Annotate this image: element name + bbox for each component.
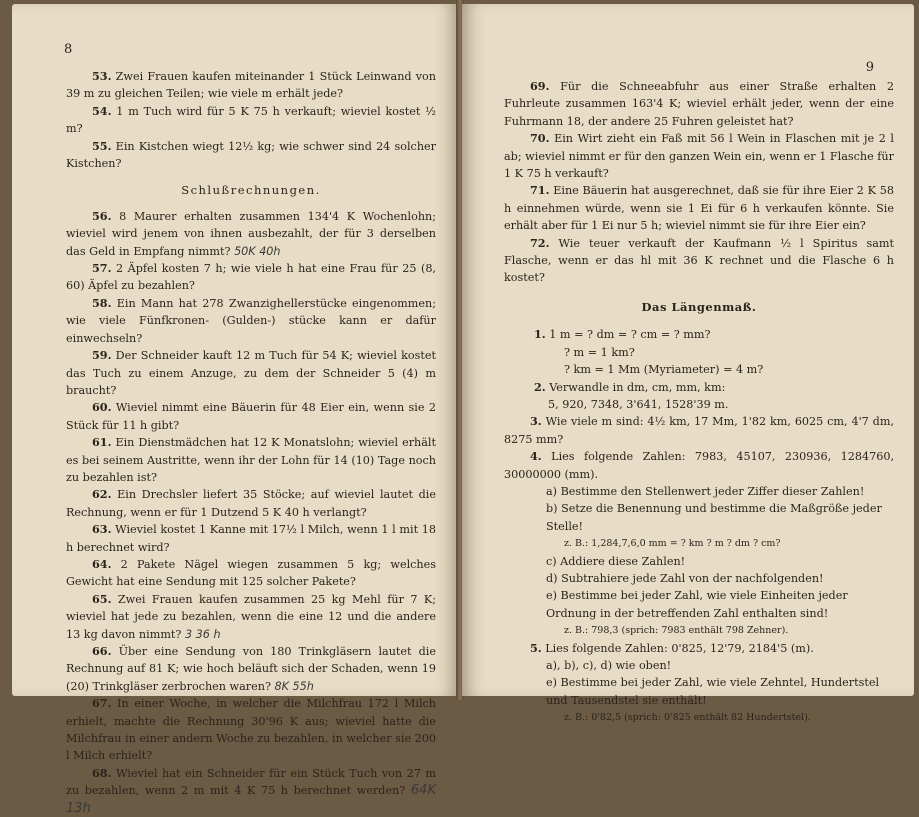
exercise-3: 3. Wie viele m sind: 4½ km, 17 Mm, 1'82 km, 6025 cm, 4'7 dm, 8275 mm? — [504, 414, 894, 446]
right-page-content — [504, 78, 894, 727]
section-heading-schlussrechnungen: Schlußrechnungen. — [181, 183, 321, 198]
exercise-4-item-e: e) Bestimme bei jeder Zahl, wie viele Einheiten jeder Ordnung in der betreffenden Zahl enthalten sind! — [546, 589, 848, 620]
exercise-71: 71. Eine Bäuerin hat ausgerechnet, daß sie für ihre Eier 2 K 58 h einnehmen würde, wenn sie 1 Ei für 6 h verkaufen könnte. Sie erhält aber für 1 Ei nur 5 h; wieviel nimmt sie für ihre Eier ein? — [504, 183, 894, 233]
exercise-56: 56. 8 Maurer erhalten zusammen 134'4 K Wochenlohn; wieviel wird jenem von ihnen ausbezahlt, der für 3 derselben das Geld in Empfang nimmt? 50K 40h — [66, 208, 436, 258]
handwritten-note: 3 36 h — [185, 627, 221, 641]
exercise-63: 63. Wieviel kostet 1 Kanne mit 17½ l Milch, wenn 1 l mit 18 h berechnet wird? — [66, 522, 436, 554]
handwritten-note: 50K 40h — [234, 244, 281, 258]
handwritten-note: 8K 55h — [274, 679, 314, 693]
exercise-69: 69. Für die Schneeabfuhr aus einer Straße erhalten 2 Fuhrleute zusammen 163'4 K; wieviel erhält jeder, wenn der eine Fuhrmann 18, der andere 25 Fuhren geleistet hat? — [504, 79, 894, 128]
exercise-72: 72. Wie teuer verkauft der Kaufmann ½ l Spiritus samt Flasche, wenn er das hl mit 36 K rechnet und die Flasche 6 h kostet? — [504, 235, 894, 285]
left-page-content — [66, 68, 436, 817]
exercise-4-item-c: c) Addiere diese Zahlen! — [546, 554, 686, 568]
exercise-70: 70. Ein Wirt zieht ein Faß mit 56 l Wein in Flaschen mit je 2 l ab; wieviel nimmt er für den ganzen Wein ein, wenn er 1 Flasche für 1 K 75 h verkauft? — [504, 131, 895, 181]
exercise-2-line-1: 2. Verwandle in dm, cm, mm, km: — [534, 379, 726, 394]
exercise-60: 60. Wieviel nimmt eine Bäuerin für 48 Eier ein, wenn sie 2 Stück für 11 h gibt? — [66, 400, 436, 432]
exercise-4-item-a: a) Bestimme den Stellenwert jeder Ziffer dieser Zahlen! — [546, 484, 865, 498]
exercise-68: 68. Wieviel hat ein Schneider für ein Stück Tuch von 27 m zu bezahlen, wenn 2 m mit 4 K 75 h berechnet werden? 64K 13h — [66, 765, 436, 816]
exercise-55: 55. Ein Kistchen wiegt 12½ kg; wie schwer sind 24 solcher Kistchen? — [66, 138, 436, 171]
exercise-5-item-e: e) Bestimme bei jeder Zahl, wie viele Zehntel, Hundertstel und Tausendstel sie enthält! — [546, 676, 880, 707]
exercise-62: 62. Ein Drechsler liefert 35 Stöcke; auf wieviel lautet die Rechnung, wenn er für 1 Dutzend 5 K 40 h verlangt? — [66, 487, 436, 519]
exercise-5-item-abcd: a), b), c), d) wie oben! — [546, 659, 672, 672]
left-page — [12, 4, 458, 816]
exercise-57: 57. 2 Äpfel kosten 7 h; wie viele h hat eine Frau für 25 (8, 60) Äpfel zu bezahlen? — [66, 261, 436, 293]
exercise-59: 59. Der Schneider kauft 12 m Tuch für 54 K; wieviel kostet das Tuch zu einem Anzuge, zu dem der Schneider 5 (4) m braucht? — [66, 348, 436, 397]
exercise-2-line-2: 5, 920, 7348, 3'641, 1528'39 m. — [548, 397, 729, 411]
exercise-5-example: z. B.: 0'82,5 (sprich: 0'825 enthält 82 Hundertstel). — [564, 712, 811, 724]
handwritten-note: 64K 13h — [66, 783, 436, 816]
right-page-number: 9 — [865, 60, 874, 75]
exercise-66: 66. Über eine Sendung von 180 Trinkgläsern lautet die Rechnung auf 81 K; wie hoch beläuft sich der Schaden, wenn 19 (20) Trinkgläser zerbrochen waren? 8K 55h — [66, 644, 436, 693]
exercise-1-line-1: 1. 1 m = ? dm = ? cm = ? mm? — [534, 327, 711, 342]
exercise-4-item-d: d) Subtrahiere jede Zahl von der nachfolgenden! — [546, 571, 824, 585]
exercise-61: 61. Ein Dienstmädchen hat 12 K Monatslohn; wieviel erhält es bei seinem Austritte, wenn ihr der Lohn für 14 (10) Tage noch zu bezahlen ist? — [66, 435, 436, 484]
exercise-58: 58. Ein Mann hat 278 Zwanzighellerstücke eingenommen; wie viele Fünfkronen- (Gulden-) stücke kann er dafür einwechseln? — [66, 295, 436, 345]
exercise-54: 54. 1 m Tuch wird für 5 K 75 h verkauft; wieviel kostet ½ m? — [66, 103, 436, 136]
exercise-4-example-2: z. B.: 798,3 (sprich: 7983 enthält 798 Zehner). — [564, 625, 789, 637]
exercise-1-line-2: ? m = 1 km? — [564, 345, 635, 359]
exercise-4-item-b: b) Setze die Benennung und bestimme die Maßgröße jeder Stelle! — [546, 502, 882, 533]
exercise-67: 67. In einer Woche, in welcher die Milchfrau 172 l Milch erhielt, machte die Rechnung 30'96 K aus; wieviel hatte die Milchfrau in einer andern Woche zu bezahlen, in welcher sie 200 l Milch erhielt? — [66, 696, 436, 763]
exercise-4: 4. Lies folgende Zahlen: 7983, 45107, 230936, 1284760, 30000000 (mm). — [504, 449, 894, 481]
exercise-1-line-3: ? km = 1 Mm (Myriameter) = 4 m? — [564, 363, 764, 377]
exercise-53: 53. Zwei Frauen kaufen miteinander 1 Stück Leinwand von 39 m zu gleichen Teilen; wie viele m erhält jede? — [66, 69, 436, 101]
exercise-5: 5. Lies folgende Zahlen: 0'825, 12'79, 2184'5 (m). — [530, 640, 814, 655]
exercise-65: 65. Zwei Frauen kaufen zusammen 25 kg Mehl für 7 K; wieviel hat jede zu bezahlen, wenn die eine 12 und die andere 13 kg davon nimmt? 3 36 h — [66, 591, 436, 641]
exercise-64: 64. 2 Pakete Nägel wiegen zusammen 5 kg; welches Gewicht hat eine Sendung mit 125 solcher Pakete? — [66, 556, 436, 589]
section-heading-laengenmass: Das Längenmaß. — [641, 299, 757, 314]
exercise-4-example-1: z. B.: 1,284,7,6,0 mm = ? km ? m ? dm ? cm? — [564, 538, 781, 550]
left-page-number: 8 — [64, 42, 73, 57]
right-page — [462, 4, 914, 724]
